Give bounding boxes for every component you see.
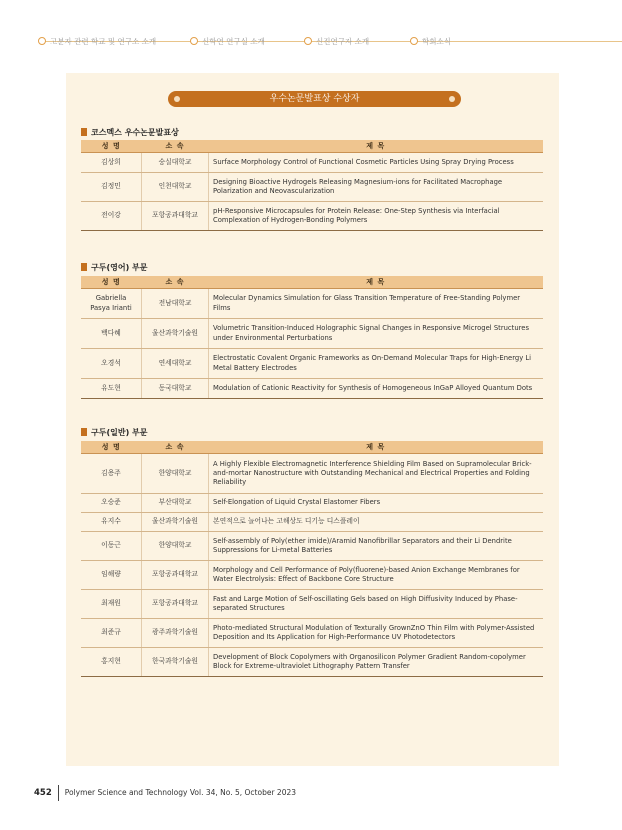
cell-affiliation: 울산과학기술원 <box>142 319 209 349</box>
cell-title: Molecular Dynamics Simulation for Glass Transition Temperature of Free-Standing Polymer Films <box>209 289 544 319</box>
cell-name: 유지수 <box>81 513 142 532</box>
cell-affiliation: 인천대학교 <box>142 173 209 202</box>
cell-affiliation: 울산과학기술원 <box>142 513 209 532</box>
cell-name: 전이강 <box>81 202 142 231</box>
awards-table-cosmax <box>81 140 543 231</box>
table-row <box>81 619 543 648</box>
cell-affiliation: 전남대학교 <box>142 289 209 319</box>
top-navigation <box>0 0 622 60</box>
cell-title: A Highly Flexible Electromagnetic Interference Shielding Film Based on Supramolecular Brick-and-mortar Nanostructure with Outstanding Mechanical and Electrical Properties and Folding Reliability <box>209 454 544 494</box>
table-row <box>81 173 543 202</box>
nav-item-labs[interactable] <box>190 36 265 47</box>
cell-title: Development of Block Copolymers with Organosilicon Polymer Gradient Random-copolymer Block for Extreme-ultraviolet Lithography Pattern Transfer <box>209 648 544 677</box>
table-row <box>81 494 543 513</box>
cell-affiliation: 포항공과대학교 <box>142 561 209 590</box>
col-header-title: 제 목 <box>209 276 544 289</box>
col-header-affiliation: 소 속 <box>142 441 209 454</box>
circle-marker-icon <box>304 37 312 45</box>
table-row <box>81 454 543 494</box>
table-row <box>81 289 543 319</box>
cell-title: Surface Morphology Control of Functional Cosmetic Particles Using Spray Drying Process <box>209 153 544 173</box>
cell-name: 김정민 <box>81 173 142 202</box>
nav-item-label: 고분자 관련 학교 및 연구소 소개 <box>50 37 157 46</box>
cell-affiliation: 한양대학교 <box>142 532 209 561</box>
table-row <box>81 561 543 590</box>
table-row <box>81 379 543 399</box>
cell-name: 이동근 <box>81 532 142 561</box>
nav-item-researchers[interactable] <box>304 36 369 47</box>
table-row <box>81 648 543 677</box>
cell-title: Modulation of Cationic Reactivity for Synthesis of Homogeneous InGaP Alloyed Quantum Dots <box>209 379 544 399</box>
square-bullet-icon <box>81 428 87 436</box>
cell-name: 최재원 <box>81 590 142 619</box>
circle-marker-icon <box>190 37 198 45</box>
cell-affiliation: 광주과학기술원 <box>142 619 209 648</box>
nav-item-label: 학회소식 <box>422 37 451 46</box>
cell-title: Self-assembly of Poly(ether imide)/Aramid Nanofibrillar Separators and their Li Dendrite Suppressions for Li-metal Batteries <box>209 532 544 561</box>
table-row <box>81 153 543 173</box>
cell-affiliation: 부산대학교 <box>142 494 209 513</box>
footer-divider <box>58 785 59 801</box>
cell-title: Photo-mediated Structural Modulation of Texturally GrownZnO Thin Film with Polymer-Assisted Deposition and Its Application for High-Performance UV Photodetectors <box>209 619 544 648</box>
col-header-affiliation: 소 속 <box>142 140 209 153</box>
cell-affiliation: 포항공과대학교 <box>142 590 209 619</box>
col-header-name: 성 명 <box>81 276 142 289</box>
awards-table-oral-general <box>81 441 543 677</box>
nav-item-institutes[interactable] <box>38 36 156 47</box>
cell-name: 김상희 <box>81 153 142 173</box>
table-row <box>81 202 543 231</box>
section-heading-text: 구두(일반) 부문 <box>91 428 148 437</box>
cell-title: Volumetric Transition-Induced Holographic Signal Changes in Responsive Microgel Structures under Environmental Perturbations <box>209 319 544 349</box>
cell-name: 오경석 <box>81 349 142 379</box>
cell-title: Morphology and Cell Performance of Poly(fluorene)-based Anion Exchange Membranes for Water Electrolysis: Effect of Backbone Core Structure <box>209 561 544 590</box>
cell-title: Fast and Large Motion of Self-oscillating Gels based on High Diffusivity Induced by Phase-separated Structures <box>209 590 544 619</box>
section-heading <box>81 262 147 273</box>
cell-name: 백다혜 <box>81 319 142 349</box>
cell-title: pH-Responsive Microcapsules for Protein Release: One-Step Synthesis via Interfacial Complexation of Hydrogen-Bonding Polymers <box>209 202 544 231</box>
banner-left-dot-icon <box>174 96 180 102</box>
cell-affiliation: 연세대학교 <box>142 349 209 379</box>
section-heading <box>81 127 179 138</box>
square-bullet-icon <box>81 263 87 271</box>
cell-name: 김용주 <box>81 454 142 494</box>
col-header-affiliation: 소 속 <box>142 276 209 289</box>
col-header-title: 제 목 <box>209 441 544 454</box>
nav-item-label: 신학연 연구실 소개 <box>202 37 265 46</box>
page-number: 452 <box>34 788 52 798</box>
table-row <box>81 513 543 532</box>
journal-info: Polymer Science and Technology Vol. 34, No. 5, October 2023 <box>64 788 297 797</box>
table-row <box>81 319 543 349</box>
cell-name: 임해량 <box>81 561 142 590</box>
cell-name: 오승준 <box>81 494 142 513</box>
cell-affiliation: 동국대학교 <box>142 379 209 399</box>
cell-title: Electrostatic Covalent Organic Frameworks as On-Demand Molecular Traps for High-Energy Li Metal Battery Electrodes <box>209 349 544 379</box>
banner-right-dot-icon <box>449 96 455 102</box>
section-heading <box>81 427 147 438</box>
cell-affiliation: 숭실대학교 <box>142 153 209 173</box>
square-bullet-icon <box>81 128 87 136</box>
section-heading-text: 구두(영어) 부문 <box>91 263 148 272</box>
table-row <box>81 532 543 561</box>
table-row <box>81 590 543 619</box>
page-footer <box>34 785 296 801</box>
award-banner <box>168 91 461 107</box>
cell-affiliation: 포항공과대학교 <box>142 202 209 231</box>
col-header-name: 성 명 <box>81 140 142 153</box>
circle-marker-icon <box>410 37 418 45</box>
cell-name: Gabriella Pasya Irianti <box>81 289 142 319</box>
cell-affiliation: 한국과학기술원 <box>142 648 209 677</box>
banner-title: 우수논문발표상 수상자 <box>269 94 360 104</box>
nav-item-label: 신진연구자 소개 <box>316 37 370 46</box>
cell-title: Designing Bioactive Hydrogels Releasing Magnesium-ions for Facilitated Macrophage Polarization and Neovascularization <box>209 173 544 202</box>
table-row <box>81 349 543 379</box>
cell-affiliation: 한양대학교 <box>142 454 209 494</box>
cell-name: 최준규 <box>81 619 142 648</box>
cell-title: 본연적으로 늘어나는 고해상도 디기능 디스플레이 <box>209 513 544 532</box>
col-header-title: 제 목 <box>209 140 544 153</box>
cell-name: 홍지현 <box>81 648 142 677</box>
circle-marker-icon <box>38 37 46 45</box>
awards-table-oral-english <box>81 276 543 399</box>
cell-name: 유도현 <box>81 379 142 399</box>
nav-item-news[interactable] <box>410 36 451 47</box>
cell-title: Self-Elongation of Liquid Crystal Elastomer Fibers <box>209 494 544 513</box>
section-heading-text: 코스멕스 우수논문발표상 <box>91 128 179 137</box>
col-header-name: 성 명 <box>81 441 142 454</box>
